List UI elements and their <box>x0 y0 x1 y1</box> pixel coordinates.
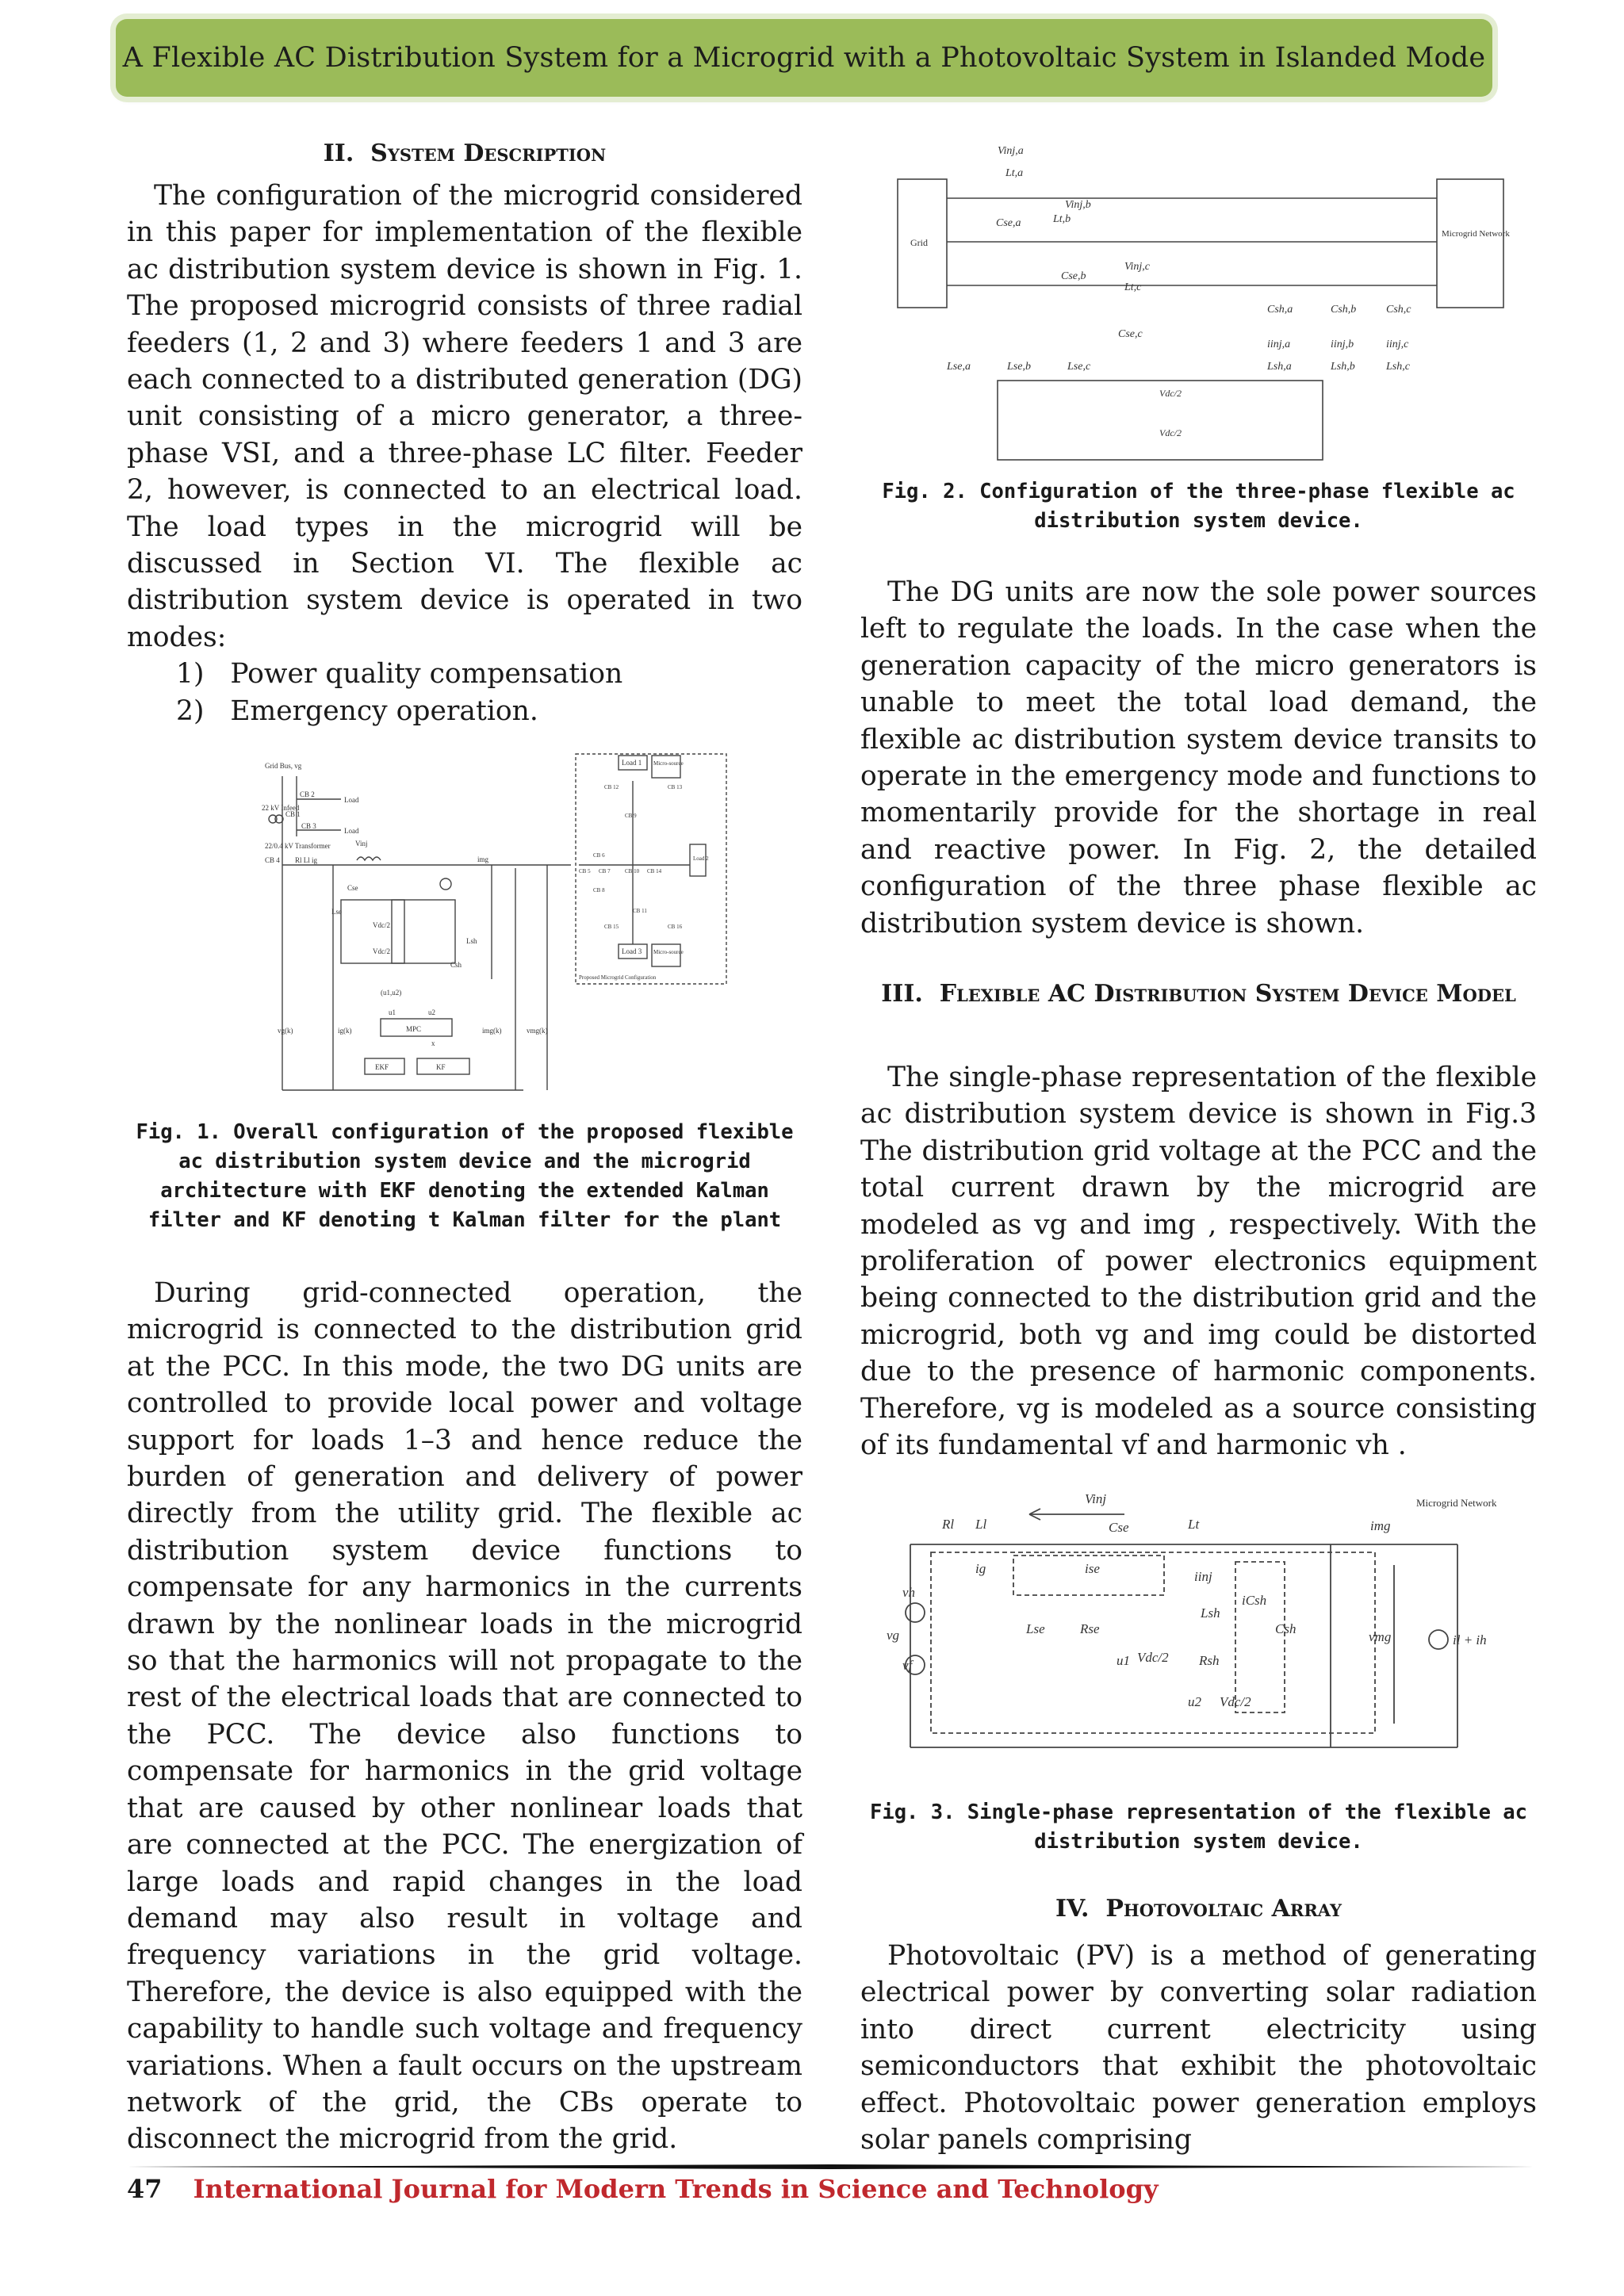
svg-text:Cse,c: Cse,c <box>1118 328 1143 340</box>
svg-text:Csh,a: Csh,a <box>1267 304 1293 316</box>
svg-text:CB 6: CB 6 <box>593 852 605 859</box>
svg-text:Lsh,c: Lsh,c <box>1386 361 1410 373</box>
svg-text:Vdc/2: Vdc/2 <box>1159 388 1182 399</box>
figure-2-caption-block <box>860 477 1537 536</box>
svg-text:Load 3: Load 3 <box>622 947 642 955</box>
svg-text:img(k): img(k) <box>482 1027 502 1035</box>
page-number: 47 <box>127 2174 163 2204</box>
svg-text:Vdc/2: Vdc/2 <box>1220 1694 1251 1709</box>
svg-text:ig(k): ig(k) <box>338 1027 352 1035</box>
svg-text:iinj,b: iinj,b <box>1331 339 1354 350</box>
svg-text:Vinj: Vinj <box>355 840 368 848</box>
left-column <box>127 136 802 729</box>
journal-name: International Journal for Modern Trends in Science and Technology <box>193 2174 1159 2204</box>
svg-text:MPC: MPC <box>406 1025 422 1033</box>
figure-3-single-phase <box>887 1486 1513 1774</box>
svg-text:u2: u2 <box>428 1008 435 1016</box>
svg-text:CB 9: CB 9 <box>625 813 637 819</box>
svg-text:Vdc/2: Vdc/2 <box>1137 1650 1169 1665</box>
modes-list <box>127 656 802 729</box>
svg-text:(u1,u2): (u1,u2) <box>381 989 402 997</box>
svg-text:vh: vh <box>902 1585 916 1600</box>
svg-text:CB 5: CB 5 <box>579 868 591 874</box>
svg-text:vmg(k): vmg(k) <box>527 1027 548 1035</box>
svg-text:Lsh,a: Lsh,a <box>1267 361 1292 373</box>
svg-text:Lse: Lse <box>331 908 342 916</box>
svg-text:u1: u1 <box>389 1008 396 1016</box>
svg-text:Grid: Grid <box>910 237 928 248</box>
svg-text:Rl: Rl <box>942 1517 955 1532</box>
svg-text:Proposed Microgrid Configurati: Proposed Microgrid Configuration <box>579 974 657 981</box>
svg-text:CB 12: CB 12 <box>604 784 619 790</box>
svg-text:CB 2: CB 2 <box>300 790 315 798</box>
svg-text:ig: ig <box>975 1561 986 1576</box>
svg-text:Rl Ll ig: Rl Ll ig <box>295 856 318 864</box>
paragraph-single-phase: The single-phase representation of the flexible ac distribution system device is shown in Fig.3 The distribution grid voltage at the PCC and the total current drawn by the microgrid are modeled as vg and img , respectively. With the proliferation of power electronics equipment being connected to the distribution grid and the microgrid, both vg and img could be distorted due to the presence of harmonic components. Therefore, vg is modeled as a source consisting of its fundamental vf and harmonic vh . <box>860 1062 1537 1462</box>
svg-text:Lse: Lse <box>1026 1621 1045 1636</box>
paragraph-grid-connected: During grid-connected operation, the microgrid is connected to the distribution grid at the PCC. In this mode, the two DG units are controlled to provide local power and voltage support for loads 1–3 and hence reduce the burden of generation and delivery of power directly from the utility grid. The flexible ac distribution system device functions to compensate for any harmonics in the currents drawn by the nonlinear loads in the microgrid so that the harmonics will not propagate to the rest of the electrical loads that are connected to the PCC. The device also functions to compensate for harmonics in the grid voltage that are caused by other nonlinear loads that are connected at the PCC. The energization of large loads and rapid changes in the load demand may also result in voltage and frequency variations in the grid voltage. Therefore, the device is also equipped with the capability to handle such voltage and frequency variations. When a fault occurs on the upstream network of the grid, the CBs operate to disconnect the microgrid from the grid. <box>127 1277 802 2156</box>
svg-text:CB 3: CB 3 <box>301 822 316 830</box>
paragraph-photovoltaic: Photovoltaic (PV) is a method of generating electrical power by converting solar radiation into direct current electricity using semiconductors that exhibit the photovoltaic effect. Photovoltaic power generation employs solar panels comprising <box>860 1940 1537 2156</box>
running-header-title: A Flexible AC Distribution System for a Microgrid with a Photovoltaic System in Islanded Mode <box>122 42 1486 74</box>
svg-text:Lse,c: Lse,c <box>1067 361 1091 373</box>
svg-text:ise: ise <box>1085 1561 1100 1576</box>
svg-text:Load: Load <box>344 796 359 804</box>
svg-text:CB 11: CB 11 <box>633 908 647 914</box>
svg-text:EKF: EKF <box>375 1063 389 1071</box>
svg-text:vf: vf <box>902 1658 913 1673</box>
svg-text:Cse,a: Cse,a <box>996 217 1021 229</box>
svg-text:vg(k): vg(k) <box>278 1027 293 1035</box>
svg-text:Vinj: Vinj <box>1085 1491 1107 1506</box>
list-item: 1) Power quality compensation <box>176 658 623 691</box>
svg-text:iinj: iinj <box>1194 1569 1212 1584</box>
svg-text:vmg: vmg <box>1369 1629 1392 1644</box>
right-column-upper <box>860 574 1537 942</box>
svg-text:Vdc/2: Vdc/2 <box>373 947 390 955</box>
svg-text:Cse: Cse <box>1109 1520 1129 1535</box>
svg-text:iCsh: iCsh <box>1242 1593 1267 1608</box>
figure-1-caption-block <box>127 1118 802 1235</box>
figure-2-caption: Fig. 2. Configuration of the three-phase flexible ac distribution system device. <box>882 480 1515 533</box>
svg-text:Micro-source: Micro-source <box>653 949 684 955</box>
svg-text:Micro-source: Micro-source <box>653 760 684 767</box>
svg-text:CB 16: CB 16 <box>668 924 683 930</box>
svg-text:Rsh: Rsh <box>1199 1653 1220 1668</box>
svg-text:Lsh: Lsh <box>1201 1605 1220 1621</box>
svg-text:x: x <box>431 1039 435 1047</box>
svg-text:Csh: Csh <box>1275 1621 1297 1636</box>
figure-1-caption: Fig. 1. Overall configuration of the proposed flexible ac distribution system device and the microgrid architecture with EKF denoting the extended Kalman filter and KF denoting t Kalman filter for the plant <box>136 1120 794 1232</box>
section-heading-block-3 <box>860 977 1537 1012</box>
paragraph-configuration: The configuration of the microgrid considered in this paper for implementation of the flexible ac distribution system device is shown in Fig. 1. The proposed microgrid consists of three radial feeders (1, 2 and 3) where feeders 1 and 3 are each connected to a distributed generation (DG) unit consisting of a micro generator, a three-phase VSI, and a three-phase LC filter. Feeder 2, however, is connected to an electrical load. The load types in the microgrid will be discussed in Section VI. The flexible ac distribution system device is operated in two modes: <box>127 180 802 653</box>
svg-text:Lt,b: Lt,b <box>1053 213 1071 225</box>
running-header <box>116 19 1492 97</box>
paragraph-dg-units: The DG units are now the sole power sources left to regulate the loads. In the case when the generation capacity of the micro generators is unable to meet the total load demand, the flexible ac distribution system device transits to operate in the emergency mode and functions to momentarily provide for the shortage in real and reactive power. In Fig. 2, the detailed configuration of the three phase flexible ac distribution system device is shown. <box>860 576 1537 939</box>
right-column-lower <box>860 1938 1537 2158</box>
svg-text:Ll: Ll <box>975 1517 987 1532</box>
svg-text:Csh: Csh <box>450 961 462 969</box>
svg-text:CB 1: CB 1 <box>285 810 301 818</box>
svg-text:CB 7: CB 7 <box>599 868 611 874</box>
footer <box>127 2174 1159 2204</box>
svg-text:u2: u2 <box>1188 1694 1201 1709</box>
left-column-lower <box>127 1275 802 2158</box>
section-heading-system-description: II. System Description <box>323 140 607 167</box>
svg-text:iinj,a: iinj,a <box>1267 339 1291 350</box>
svg-text:u1: u1 <box>1116 1653 1130 1668</box>
right-column-middle <box>860 1059 1537 1464</box>
svg-text:Lse,a: Lse,a <box>947 361 971 373</box>
svg-text:Vdc/2: Vdc/2 <box>1159 427 1182 438</box>
svg-text:Vdc/2: Vdc/2 <box>373 921 390 929</box>
svg-text:Csh,b: Csh,b <box>1331 304 1357 316</box>
svg-text:KF: KF <box>436 1063 446 1071</box>
figure-3-caption: Fig. 3. Single-phase representation of the flexible ac distribution system device. <box>869 1800 1528 1854</box>
list-item: 2) Emergency operation. <box>176 695 538 727</box>
svg-text:Lsh,b: Lsh,b <box>1331 361 1355 373</box>
svg-text:img: img <box>1370 1518 1391 1533</box>
figure-2-three-phase-device <box>894 143 1510 468</box>
svg-text:Load 2: Load 2 <box>693 855 709 862</box>
svg-text:Microgrid Network: Microgrid Network <box>1416 1497 1497 1509</box>
svg-text:CB 13: CB 13 <box>668 784 683 790</box>
svg-text:CB 4: CB 4 <box>265 856 280 864</box>
svg-text:Csh,c: Csh,c <box>1386 304 1411 316</box>
svg-text:Vinj,b: Vinj,b <box>1065 199 1091 211</box>
section-heading-photovoltaic: IV. Photovoltaic Array <box>1055 1895 1342 1923</box>
svg-text:Cse,b: Cse,b <box>1061 270 1086 282</box>
svg-text:Load 1: Load 1 <box>622 759 642 767</box>
figure-1-microgrid-configuration <box>262 741 737 1106</box>
svg-text:Cse: Cse <box>347 884 358 892</box>
svg-text:CB 8: CB 8 <box>593 887 605 894</box>
fig1-grid-bus: Grid Bus, vg <box>265 762 302 770</box>
figure-3-caption-block <box>860 1798 1537 1857</box>
svg-text:Lt: Lt <box>1188 1517 1200 1532</box>
svg-text:22 kV Infeed: 22 kV Infeed <box>262 804 300 812</box>
svg-text:CB 14: CB 14 <box>647 868 662 874</box>
svg-text:Lse,b: Lse,b <box>1007 361 1031 373</box>
svg-text:Lsh: Lsh <box>466 937 477 945</box>
svg-text:Rse: Rse <box>1080 1621 1100 1636</box>
section-heading-device-model: III. Flexible AC Distribution System Device Model <box>881 980 1516 1008</box>
svg-text:il + ih: il + ih <box>1453 1632 1487 1647</box>
svg-text:Vinj,a: Vinj,a <box>998 145 1024 157</box>
svg-text:Lt,c: Lt,c <box>1124 281 1142 293</box>
section-heading-block-4 <box>860 1892 1537 1927</box>
footer-rule <box>127 2164 1534 2169</box>
svg-text:Load: Load <box>344 827 359 835</box>
svg-text:vg: vg <box>887 1628 900 1643</box>
svg-text:iinj,c: iinj,c <box>1386 339 1409 350</box>
svg-text:img: img <box>477 855 489 863</box>
svg-text:Vinj,c: Vinj,c <box>1124 261 1151 273</box>
svg-text:CB 15: CB 15 <box>604 924 619 930</box>
svg-text:CB 10: CB 10 <box>625 868 640 874</box>
svg-text:Lt,a: Lt,a <box>1005 167 1024 179</box>
svg-text:22/0.4 kV Transformer: 22/0.4 kV Transformer <box>265 842 331 850</box>
svg-text:Microgrid Network: Microgrid Network <box>1442 229 1510 239</box>
